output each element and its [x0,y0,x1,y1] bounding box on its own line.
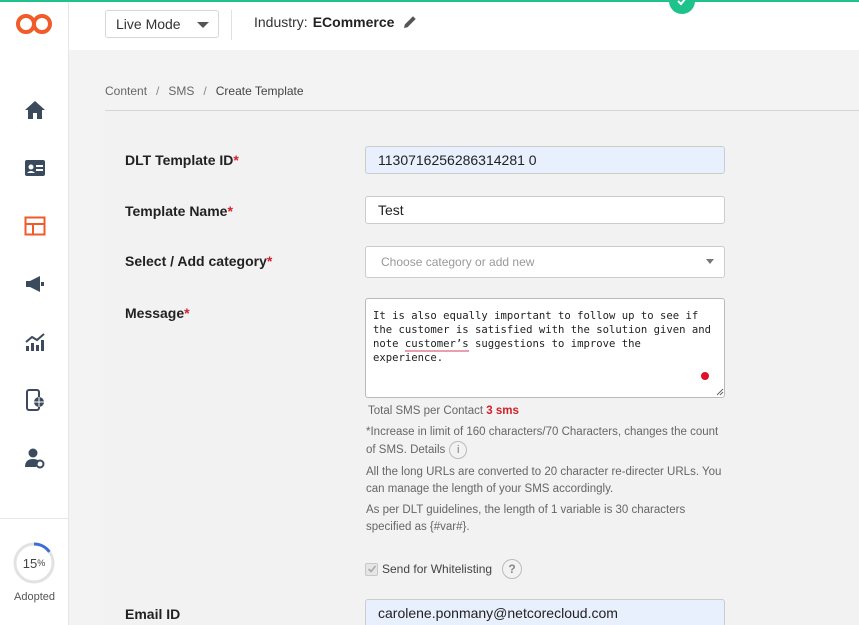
message-textarea[interactable]: It is also equally important to follow up to see if the customer is satisfied with the solution given and note customer’s suggestions to improve the experience. [365,298,725,398]
adoption-label: Adopted [14,591,55,603]
template-name-label: Template Name* [125,203,233,219]
breadcrumb-separator: / [156,84,160,98]
caret-down-icon [706,259,714,264]
category-select[interactable] [365,246,725,278]
top-header [69,2,859,50]
total-sms-info: Total SMS per Contact 3 sms [368,405,519,417]
character-limit-note: *Increase in limit of 160 characters/70 Characters, changes the count of SMS. Details i [365,424,725,459]
pencil-edit-icon[interactable] [402,14,418,30]
category-placeholder: Choose category or add new [381,255,535,269]
help-question-icon[interactable]: ? [502,559,522,579]
resize-handle-icon[interactable] [714,386,724,396]
sidebar [0,0,69,625]
adoption-percent: 15 % [22,555,46,571]
whitelisting-label: Send for Whitelisting [382,562,493,576]
breadcrumb [105,84,304,98]
email-id-input[interactable]: carolene.ponmany@netcorecloud.com [365,599,725,625]
email-id-label: Email ID [125,606,181,622]
breadcrumb-separator: / [203,84,207,98]
industry-value: ECommerce [312,14,395,30]
top-accent-line [0,0,859,2]
home-icon[interactable] [22,97,48,123]
spellcheck-word: customer’s [404,338,469,350]
breadcrumb-content[interactable]: Content [105,84,148,98]
analytics-chart-icon[interactable] [22,329,48,355]
content-layout-icon[interactable] [22,213,48,239]
recording-dot-icon [701,372,709,380]
user-settings-icon[interactable] [22,445,48,471]
template-name-input[interactable]: Test [365,196,725,224]
dlt-variable-note: As per DLT guidelines, the length of 1 variable is 30 characters specified as {#var#}. [366,504,686,533]
caret-down-icon [197,22,209,28]
dlt-template-id-label: DLT Template ID* [125,152,239,168]
category-label: Select / Add category* [125,253,273,269]
message-label: Message* [125,305,190,321]
whitelisting-checkbox[interactable] [365,563,378,576]
url-note: All the long URLs are converted to 20 character re-directer URLs. You can manage the length of your SMS accordingly. [366,466,722,495]
breadcrumb-sms[interactable]: SMS [168,84,195,98]
mode-select[interactable] [105,10,219,38]
contacts-card-icon[interactable] [22,155,48,181]
header-divider [231,10,232,40]
adoption-widget[interactable] [0,518,69,625]
campaign-megaphone-icon[interactable] [22,271,48,297]
mode-select-value: Live Mode [116,16,181,32]
total-sms-count: 3 sms [486,405,519,417]
whitelisting-option [365,559,522,579]
mobile-web-icon[interactable] [22,387,48,413]
info-icon[interactable]: i [449,441,467,459]
industry-info [254,14,418,30]
breadcrumb-create-template: Create Template [215,84,304,98]
brand-logo-icon[interactable] [14,12,56,36]
industry-label: Industry: [254,14,308,30]
dlt-template-id-input[interactable]: 1130716256286314281 0 [365,146,725,174]
